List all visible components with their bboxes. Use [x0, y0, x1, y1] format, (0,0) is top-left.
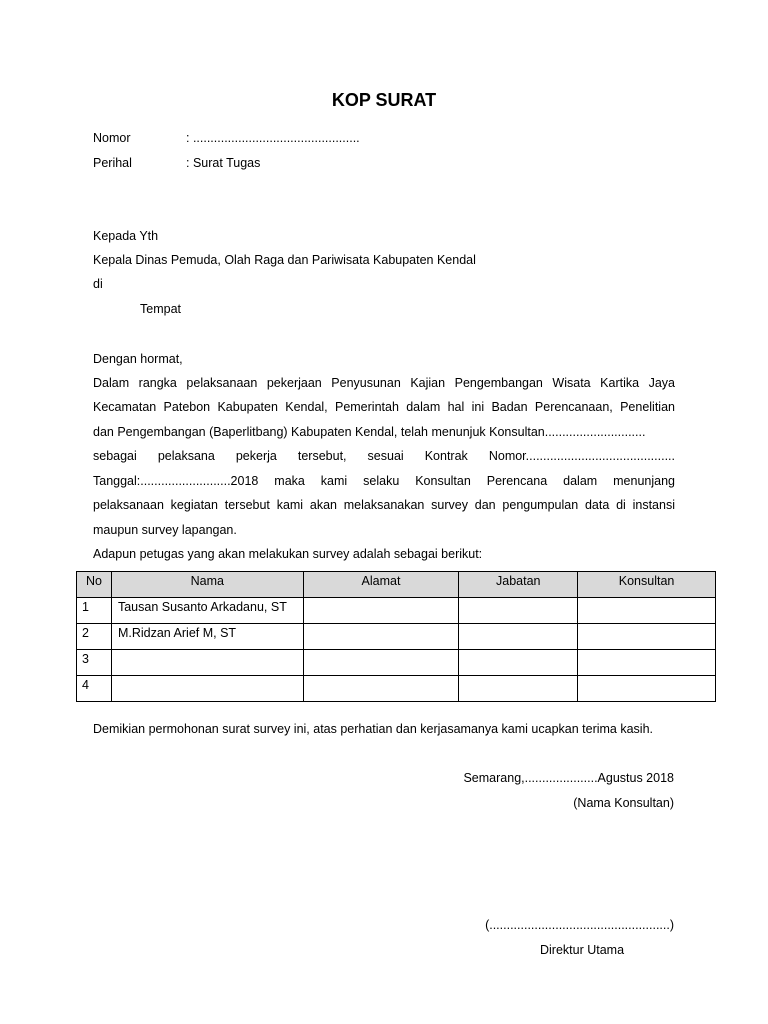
cell-alamat	[303, 624, 459, 650]
cell-konsultan	[578, 650, 716, 676]
greeting: Dengan hormat,	[93, 352, 183, 366]
cell-jabatan	[459, 598, 578, 624]
nomor-value: : ................................................	[186, 131, 360, 145]
paragraph-line: maupun survey lapangan.	[93, 523, 237, 537]
cell-konsultan	[578, 598, 716, 624]
cell-jabatan	[459, 624, 578, 650]
paragraph-line: Tanggal:..........................2018 maka kami selaku Konsultan Perencana dalam menunjang	[93, 474, 675, 488]
cell-alamat	[303, 676, 459, 702]
header-nama: Nama	[111, 572, 303, 598]
table-row	[77, 650, 716, 676]
signatory-position: Direktur Utama	[540, 943, 625, 957]
header-konsultan: Konsultan	[578, 572, 716, 598]
header-jabatan: Jabatan	[459, 572, 578, 598]
cell-no: 1	[77, 598, 112, 624]
paragraph-line: pelaksanaan kegiatan tersebut kami akan melaksanakan survey dan pengumpulan data di instansi	[93, 498, 675, 512]
perihal-value: : Surat Tugas	[186, 156, 261, 170]
closing-sentence: Demikian permohonan surat survey ini, atas perhatian dan kerjasamanya kami ucapkan terima kasih.	[93, 722, 654, 736]
petugas-table	[76, 571, 716, 702]
document-title: KOP SURAT	[331, 90, 437, 110]
cell-konsultan	[578, 624, 716, 650]
paragraph-line: Dalam rangka pelaksanaan pekerjaan Penyusunan Kajian Pengembangan Wisata Kartika Jaya	[93, 376, 675, 390]
recipient-di: di	[93, 277, 103, 291]
cell-no: 4	[77, 676, 112, 702]
table-intro: Adapun petugas yang akan melakukan survey adalah sebagai berikut:	[93, 547, 483, 561]
cell-nama: Tausan Susanto Arkadanu, ST	[111, 598, 303, 624]
paragraph-line: dan Pengembangan (Baperlitbang) Kabupaten Kendal, telah menunjuk Konsultan.............................	[93, 425, 646, 439]
cell-nama	[111, 650, 303, 676]
recipient-salutation: Kepada Yth	[93, 229, 159, 243]
table-row	[77, 598, 716, 624]
perihal-label: Perihal	[93, 156, 132, 170]
cell-no: 3	[77, 650, 112, 676]
table-row	[77, 624, 716, 650]
place-date: Semarang,.....................Agustus 2018	[463, 771, 674, 785]
nomor-label: Nomor	[93, 131, 131, 145]
cell-alamat	[303, 650, 459, 676]
cell-konsultan	[578, 676, 716, 702]
header-alamat: Alamat	[303, 572, 459, 598]
paragraph-line: Kecamatan Patebon Kabupaten Kendal, Pemerintah dalam hal ini Badan Perencanaan, Penelitian	[93, 400, 675, 414]
cell-no: 2	[77, 624, 112, 650]
table-header-row	[77, 572, 716, 598]
cell-jabatan	[459, 650, 578, 676]
paragraph-line: sebagai pelaksana pekerja tersebut, sesuai Kontrak Nomor...........................................	[93, 449, 675, 463]
recipient-place: Tempat	[140, 302, 181, 316]
cell-nama	[111, 676, 303, 702]
recipient-name: Kepala Dinas Pemuda, Olah Raga dan Pariwisata Kabupaten Kendal	[93, 253, 476, 267]
cell-nama: M.Ridzan Arief M, ST	[111, 624, 303, 650]
header-no: No	[77, 572, 112, 598]
table-row	[77, 676, 716, 702]
cell-alamat	[303, 598, 459, 624]
signature-blank: (....................................................)	[485, 918, 674, 932]
cell-jabatan	[459, 676, 578, 702]
consultant-name: (Nama Konsultan)	[573, 796, 674, 810]
